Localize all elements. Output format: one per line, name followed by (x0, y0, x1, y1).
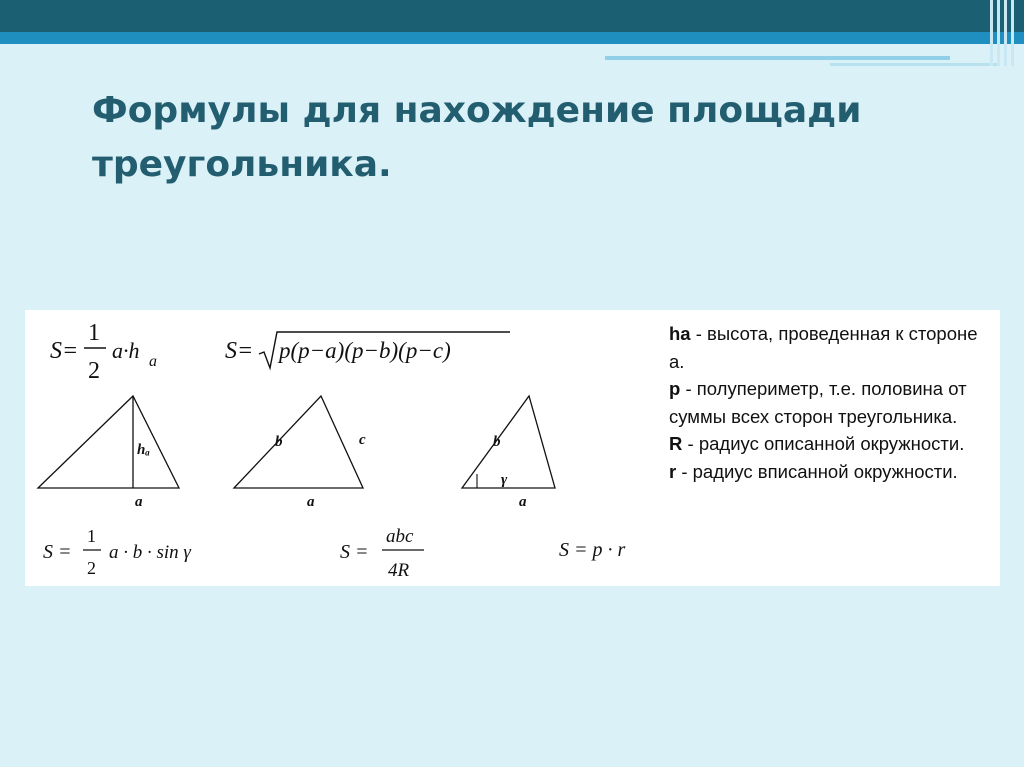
svg-text:abc: abc (386, 526, 414, 547)
svg-text:a: a (149, 353, 157, 370)
svg-text:1: 1 (87, 526, 96, 546)
label-t3-b: b (493, 434, 501, 450)
decorative-stripe (605, 56, 950, 60)
svg-text:4R: 4R (388, 560, 410, 581)
svg-text:S=: S= (225, 338, 254, 364)
legend (669, 320, 989, 485)
svg-text:a · b · sin γ: a · b · sin γ (109, 542, 191, 563)
formula-heron-svg (225, 324, 515, 374)
label-t2-a: a (307, 494, 315, 510)
formula-heron (225, 324, 515, 379)
header-bar (0, 0, 1024, 32)
svg-text:S=: S= (50, 338, 79, 364)
svg-text:p(p−a)(p−b)(p−c): p(p−a)(p−b)(p−c) (279, 338, 451, 363)
slide-title: Формулы для нахождение площади треугольника. (92, 90, 862, 185)
label-t3-a: a (519, 494, 527, 510)
triangle-angle-diagram (457, 388, 597, 513)
formula-circumradius (340, 520, 450, 584)
formula-inradius (559, 532, 649, 566)
label-t1-h: hₐ (137, 442, 150, 458)
decorative-stripe-small (830, 63, 1000, 66)
legend-item-inradius: r - радиус вписанной окружности. (669, 460, 958, 482)
svg-text:2: 2 (88, 358, 100, 384)
svg-text:a·h: a·h (112, 338, 140, 363)
triangle-height-diagram (33, 388, 203, 513)
legend-item-circumradius: R - радиус описанной окружности. (669, 433, 965, 454)
label-t2-c: c (359, 432, 366, 448)
header-stripe (0, 32, 1024, 44)
decorative-vertical-lines (990, 0, 1014, 66)
formula-sine (43, 522, 243, 582)
svg-text:1: 1 (88, 320, 100, 346)
legend-item-semiperimeter: p - полупериметр, т.е. половина от суммы всех сторон треугольника. (669, 378, 967, 427)
label-t1-a: a (135, 494, 143, 510)
formula-half-base-height-svg (50, 316, 180, 386)
legend-item-height: ha - высота, проведенная к стороне а. (669, 323, 978, 372)
svg-text:2: 2 (87, 558, 96, 578)
svg-text:S =: S = (340, 541, 369, 563)
label-t2-b: b (275, 434, 283, 450)
triangle-heron-diagram (229, 388, 389, 513)
svg-text:S =: S = (43, 541, 72, 563)
label-t3-gamma: γ (501, 472, 508, 488)
svg-text:S = p · r: S = p · r (559, 539, 626, 561)
formula-half-base-height (50, 316, 180, 393)
